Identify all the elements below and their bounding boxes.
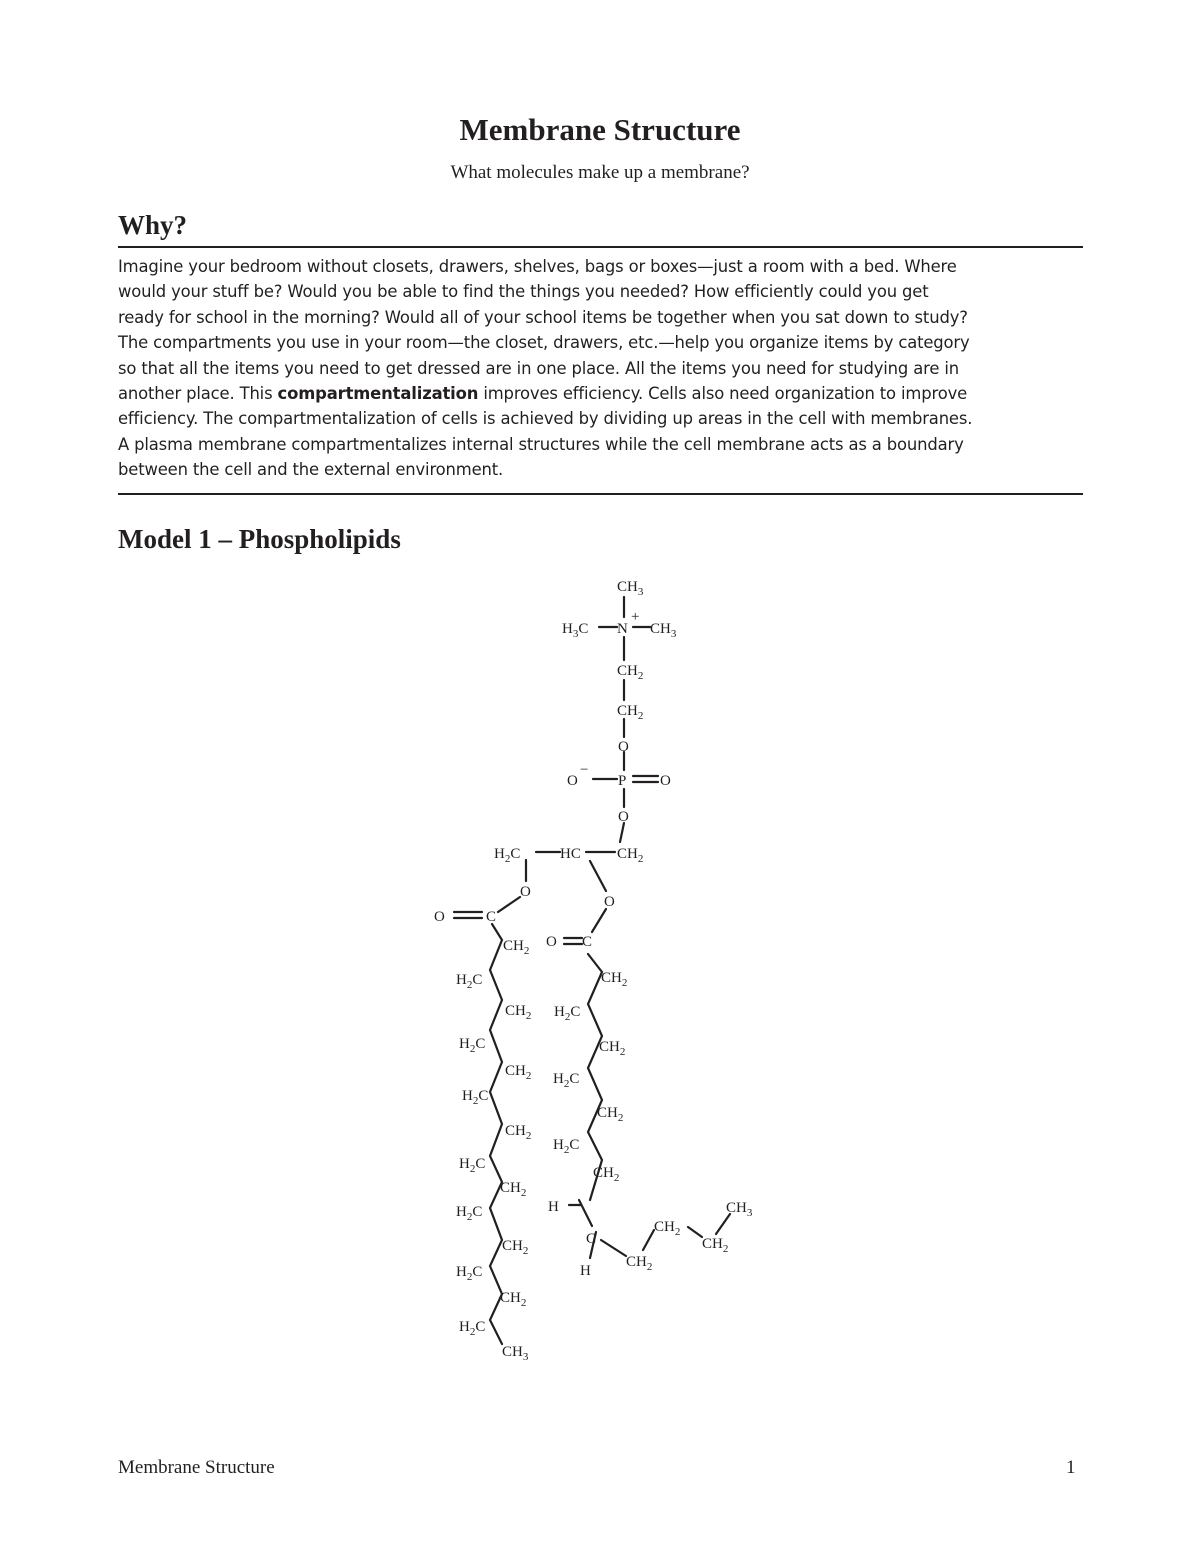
model-1-heading: Model 1 – Phospholipids xyxy=(118,524,401,554)
atom-o-ester-2: O xyxy=(604,894,615,910)
phospholipid-structure-diagram xyxy=(0,560,1200,1390)
atom-o-carbonyl-1: O xyxy=(434,909,445,925)
chain1-ch3: $CH_3$ xyxy=(502,1344,529,1363)
atom-ch2-1: $CH_2$ xyxy=(617,663,644,682)
atom-ch3-top: $CH_3$ xyxy=(617,579,644,598)
chain2-ch2: $CH_2$ xyxy=(599,1039,626,1058)
chain2-c-cis: C xyxy=(586,1231,597,1247)
term-compartmentalization: compartmentalization xyxy=(277,384,479,404)
chain1-h2c: $H_2C$ xyxy=(459,1036,486,1055)
chain1-h2c: $H_2C$ xyxy=(456,1204,483,1223)
chain1-h2c: $H_2C$ xyxy=(462,1088,489,1107)
atom-c-carbonyl-1: C xyxy=(486,909,497,925)
chain2-h2c: $H_2C$ xyxy=(554,1004,581,1023)
atom-ch3-right: $CH_3$ xyxy=(650,621,677,640)
chain1-ch2: $CH_2$ xyxy=(505,1063,532,1082)
chain2-h-cis: H xyxy=(548,1199,559,1215)
atom-hc-glycerol: HC xyxy=(560,846,581,862)
chain1-h2c: $H_2C$ xyxy=(459,1319,486,1338)
atom-o-ester-1: O xyxy=(520,884,531,900)
footer-title: Membrane Structure xyxy=(118,1457,275,1478)
chain1-ch2: $CH_2$ xyxy=(503,938,530,957)
chain1-ch2: $CH_2$ xyxy=(502,1238,529,1257)
atom-n: N xyxy=(617,621,628,637)
atom-o-carbonyl-2: O xyxy=(546,934,557,950)
atom-o-double: O xyxy=(660,773,671,789)
atom-o-1: O xyxy=(618,739,629,755)
chain1-ch2: $CH_2$ xyxy=(500,1180,527,1199)
chain2-ch2-tail: $CH_2$ xyxy=(654,1219,681,1238)
chain1-ch2: $CH_2$ xyxy=(505,1003,532,1022)
why-bottom-rule xyxy=(118,493,1083,495)
footer-page-number: 1 xyxy=(1066,1457,1076,1478)
chain2-h2c: $H_2C$ xyxy=(553,1071,580,1090)
page-subtitle: What molecules make up a membrane? xyxy=(450,162,750,183)
chain2-ch2: $CH_2$ xyxy=(601,970,628,989)
page-title: Membrane Structure xyxy=(459,112,741,147)
atom-h2c-glycerol: $H_2C$ xyxy=(494,846,521,865)
why-heading: Why? xyxy=(118,210,188,240)
chain2-ch2: $CH_2$ xyxy=(593,1165,620,1184)
chain2-ch2: $CH_2$ xyxy=(597,1105,624,1124)
atom-h3c-left: $H_3C$ xyxy=(562,621,589,640)
atom-c-carbonyl-2: C xyxy=(582,934,593,950)
chain2-ch2-tail: $CH_2$ xyxy=(626,1254,653,1273)
atom-ch2-glycerol: $CH_2$ xyxy=(617,846,644,865)
chain1-h2c: $H_2C$ xyxy=(459,1156,486,1175)
charge-plus: + xyxy=(631,609,640,625)
atom-o-2: O xyxy=(618,809,629,825)
atom-ch2-2: $CH_2$ xyxy=(617,703,644,722)
diagram-atom-labels xyxy=(434,579,753,1363)
atom-p: P xyxy=(618,773,627,789)
chain1-ch2: $CH_2$ xyxy=(505,1123,532,1142)
chain1-h2c: $H_2C$ xyxy=(456,972,483,991)
why-top-rule xyxy=(118,246,1083,248)
chain2-h-lower: H xyxy=(580,1263,591,1279)
chain1-h2c: $H_2C$ xyxy=(456,1264,483,1283)
atom-o-minus: O xyxy=(567,773,578,789)
charge-minus: − xyxy=(580,762,589,778)
chain2-ch2-tail: $CH_2$ xyxy=(702,1236,729,1255)
why-paragraph: Imagine your bedroom without closets, drawers, shelves, bags or boxes—just a room with a bed. Where would your stuff be? Would you be able to find the things you needed? How efficiently could you get ready for school in the morning? Would all of your school items be together when you sat down to study? The compartments you use in your room—the closet, drawers, etc.—help you organize items by category so that all the items you need to get dressed are in one place. All the items you need for studying are in another place. This compartmentalization improves efficiency. Cells also need organization to improve efficiency. The compartmentalization of cells is achieved by dividing up areas in the cell with membranes. A plasma membrane compartmentalizes internal structures while the cell membrane acts as a boundary between the cell and the external environment. xyxy=(118,257,973,480)
chain2-h2c: $H_2C$ xyxy=(553,1137,580,1156)
chain1-ch2: $CH_2$ xyxy=(500,1290,527,1309)
chain2-ch3-tail: $CH_3$ xyxy=(726,1200,753,1219)
